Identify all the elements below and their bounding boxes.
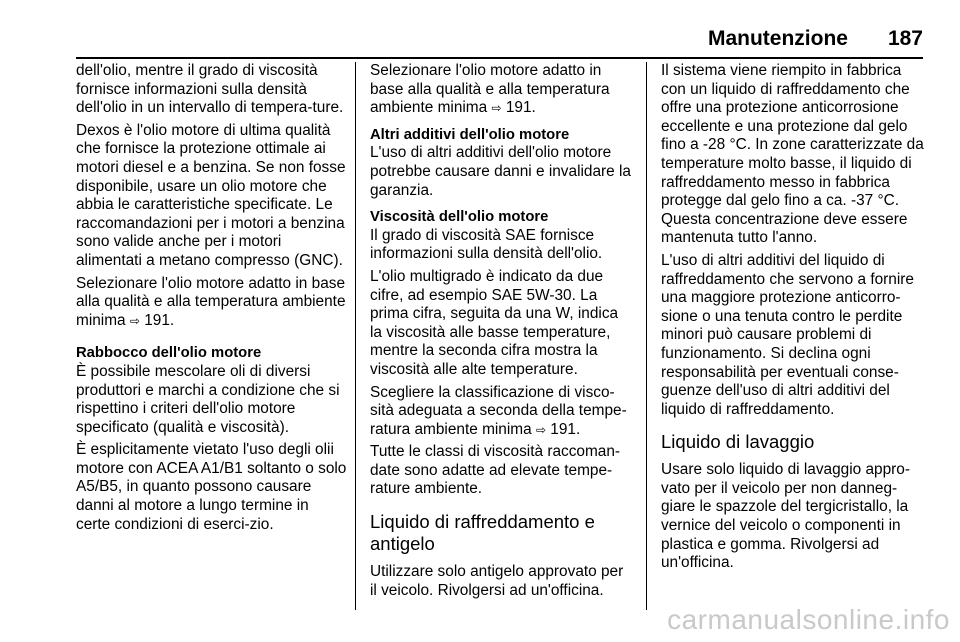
paragraph: Il grado di viscosità SAE fornisce informazioni sulla densità dell'olio.: [370, 226, 603, 263]
paragraph: L'olio multigrado è indicato da due cifre, ad esempio SAE 5W-30. La prima cifra, seguita da una W, indica la viscosità alle basse temperature, mentre la seconda cifra mostra la viscosità alle alte temperature.: [370, 267, 619, 378]
paragraph: È esplicitamente vietato l'uso degli olii motore con ACEA A1/B1 soltanto o solo A5/B5, in quanto possono causare danni al motore a lungo termine in certe condizioni di eserci-zio.: [76, 441, 347, 533]
subheading-oil-refill: Rabbocco dell'olio motore: [76, 345, 262, 362]
page-reference-icon: ⇨: [491, 101, 502, 116]
page-number: 187: [887, 27, 923, 50]
paragraph: Utilizzare solo antigelo approvato per il veicolo. Rivolgersi ad un'officina.: [370, 563, 624, 599]
paragraph: dell'olio, mentre il grado di viscosità fornisce informazioni sulla densità dell'olio in un intervallo di tempera-ture.: [76, 62, 344, 117]
header-rule: [76, 57, 923, 59]
paragraph: [370, 62, 632, 118]
paragraph: [370, 384, 632, 440]
watermark: carmanualsonline.info: [667, 604, 950, 635]
column-3: [661, 62, 927, 577]
paragraph: L'uso di altri additivi dell'olio motore potrebbe causare danni e invalidare la garanzia.: [370, 144, 631, 199]
paragraph: Dexos è l'olio motore di ultima qualità che fornisce la protezione ottimale ai motori diesel e a benzina. Se non fosse disponibile, usare un olio motore che abbia le caratteristiche specificate. Le raccomandazioni per i motori a benzina sono valide anche per i motori alimentati a metano compresso (GNC).: [76, 121, 346, 269]
paragraph: L'uso di altri additivi del liquido di raffreddamento che servono a fornire una maggiore protezione anticorro-sione o una tenuta contro le perdite minori può causare problemi di funzionamento. Si declina ogni responsabilità per eventuali conse-guenze dell'uso di altri additivi del liquido di raffreddamento.: [661, 251, 914, 418]
paragraph-text: Selezionare l'olio motore adatto in base alla qualità e alla temperatura ambiente minima: [76, 274, 346, 329]
page-reference-icon: ⇨: [129, 313, 140, 328]
paragraph: È possibile mescolare oli di diversi produttori e marchi a condizione che si rispettino i criteri dell'olio motore specificato (qualità e viscosità).: [76, 362, 340, 436]
page-reference-icon: ⇨: [535, 422, 547, 437]
page-reference-link[interactable]: 191.: [550, 420, 581, 438]
column-divider-2: [646, 62, 647, 610]
page-reference-link[interactable]: 191.: [505, 99, 536, 117]
heading-washer-fluid: Liquido di lavaggio: [661, 431, 815, 453]
section-title: Manutenzione: [707, 27, 848, 50]
column-divider-1: [355, 62, 356, 610]
page-header: [708, 26, 923, 52]
subheading-oil-additives: Altri additivi dell'olio motore: [370, 126, 570, 143]
subheading-oil-viscosity: Viscosità dell'olio motore: [370, 209, 549, 226]
paragraph: [76, 275, 347, 331]
heading-coolant: Liquido di raffreddamento e antigelo: [370, 511, 595, 555]
paragraph: Tutte le classi di viscosità raccoman-date sono adatte ad elevate tempe-rature ambiente.: [370, 443, 621, 498]
paragraph-text: Scegliere la classificazione di visco-sità adeguata a seconda della tempe-ratura ambiente minima: [370, 383, 627, 438]
column-1: [76, 62, 347, 538]
page-reference-link[interactable]: 191.: [144, 311, 175, 329]
paragraph-text: Selezionare l'olio motore adatto in base alla qualità e alla temperatura ambiente minima: [370, 62, 610, 117]
paragraph: Il sistema viene riempito in fabbrica con un liquido di raffreddamento che offre una protezione anticorrosione eccellente e una protezione dal gelo fino a -28 °C. In zone caratterizzate da temperature molto basse, il liquido di raffreddamento messo in fabbrica protegge dal gelo fino a ca. -37 °C. Questa concentrazione deve essere mantenuta tutto l'anno.: [661, 62, 924, 247]
paragraph: Usare solo liquido di lavaggio appro-vato per il veicolo per non danneg-giare le spazzole del tergicristallo, la vernice del veicolo o componenti in plastica e gomma. Rivolgersi ad un'officina.: [661, 461, 910, 572]
column-2: [370, 62, 632, 604]
